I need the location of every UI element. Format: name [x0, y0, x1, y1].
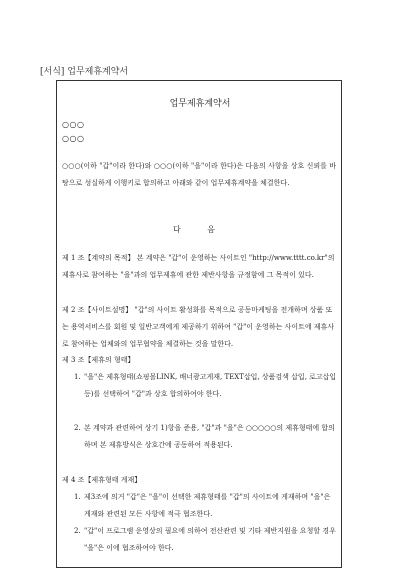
article-1-text: 본 계약은 "갑"이 운영하는 사이트인 "http://www.tttt.co.kr"의 제휴사로 참여하는 "을"과의 업무제휴에 관한 제반사항을 규정함에 그 목적이 있다. — [62, 254, 335, 279]
article-4-head: 제 4 조【제휴형태 게재】 — [62, 476, 142, 484]
article-3-item-1: 1. "을"은 제휴형태(쇼핑몰LINK, 배너광고게재, TEXT삽입, 상품검색 삽입, 로고삽입 등)를 선택하여 "갑"과 상호 합의하여야 한다. — [74, 373, 337, 398]
da-eum-heading: 다 음 — [173, 225, 227, 234]
article-3-head: 제 3 조【제휴의 형태】 — [62, 356, 135, 364]
article-4-item-2: 2. "갑"이 프로그램 운영상의 필요에 의하여 전산관련 및 기타 제반지원을 요청할 경우 "을"은 이에 협조하여야 한다. — [74, 527, 336, 552]
article-3-item-2: 2. 본 계약과 관련하여 상기 1)항을 준용, "갑"과 "을"은 ○○○○○의 제휴형태에 합의하며 본 제휴방식은 상호간에 공동하여 적용된다. — [74, 424, 335, 449]
article-4-item-1: 1. 제3조에 의거 "갑"은 "을"이 선택한 제휴형태를 "갑"의 사이트에 게재하며 "을"은 게재와 관련된 모든 사항에 적극 협조한다. — [74, 493, 331, 518]
article-1-head: 제 1 조【계약의 목적】 — [62, 254, 135, 262]
intro-paragraph: ○○○(이하 "갑"이라 한다)와 ○○○(이하 "을"이라 한다)은 다음의 사항을 상호 신뢰를 바탕으로 성실하게 이행키로 합의하고 아래와 같이 업무제휴계약을 체결한다. — [62, 162, 336, 187]
article-2 — [62, 302, 338, 353]
party-b: ○○○ — [62, 134, 85, 143]
party-a: ○○○ — [62, 120, 85, 129]
article-2-head: 제 2 조【사이트설명】 — [62, 306, 133, 314]
article-2-text: "갑"의 사이트 활성화를 목적으로 공동마케팅을 전개하며 상품 또는 용역서비스를 회원 및 일반고객에게 제공하기 위하여 "갑"이 운영하는 사이트에 제휴사로 참여하는 업체와의 업무협약을 체결하는 것을 말한다. — [62, 306, 335, 348]
article-1 — [62, 250, 338, 284]
document-title: 업무제휴계약서 — [169, 99, 231, 109]
form-label: [서식] 업무제휴계약서 — [40, 67, 129, 77]
